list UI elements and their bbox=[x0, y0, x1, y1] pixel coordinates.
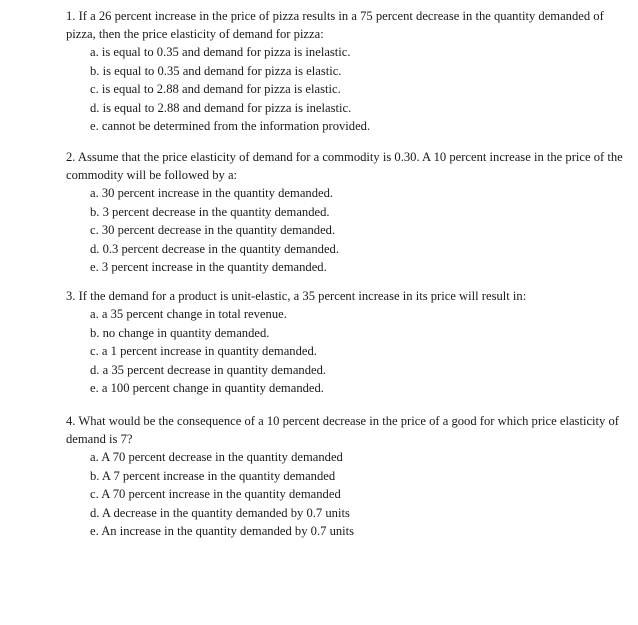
option-a: a. is equal to 0.35 and demand for pizza is inelastic. bbox=[90, 45, 351, 59]
option-d: d. A decrease in the quantity demanded by 0.7 units bbox=[90, 505, 350, 520]
answer-options bbox=[66, 305, 626, 398]
option-b: b. A 7 percent increase in the quantity demanded bbox=[90, 468, 336, 483]
question-1 bbox=[66, 7, 626, 136]
option-b: b. no change in quantity demanded. bbox=[90, 325, 270, 340]
answer-options bbox=[66, 184, 626, 277]
question-2 bbox=[66, 148, 626, 277]
option-e: e. cannot be determined from the information provided. bbox=[90, 119, 371, 134]
option-a: a. a 35 percent change in total revenue. bbox=[90, 307, 287, 321]
option-b: b. 3 percent decrease in the quantity demanded. bbox=[90, 204, 330, 219]
question-stem: 4. What would be the consequence of a 10 percent decrease in the price of a good for which price elasticity of demand is 7? bbox=[66, 414, 619, 446]
option-c: c. a 1 percent increase in quantity demanded. bbox=[90, 344, 317, 359]
question-4 bbox=[66, 412, 626, 541]
question-stem: 1. If a 26 percent increase in the price of pizza results in a 75 percent decrease in the quantity demanded of pizza, then the price elasticity of demand for pizza: bbox=[66, 9, 604, 41]
option-e: e. An increase in the quantity demanded by 0.7 units bbox=[90, 524, 355, 539]
option-c: c. is equal to 2.88 and demand for pizza is elastic. bbox=[90, 82, 341, 97]
option-e: e. a 100 percent change in quantity demanded. bbox=[90, 381, 324, 396]
option-d: d. a 35 percent decrease in quantity demanded. bbox=[90, 362, 327, 377]
option-a: a. A 70 percent decrease in the quantity demanded bbox=[90, 450, 343, 464]
question-3 bbox=[66, 287, 626, 398]
option-d: d. is equal to 2.88 and demand for pizza is inelastic. bbox=[90, 100, 352, 115]
question-stem: 3. If the demand for a product is unit-elastic, a 35 percent increase in its price will result in: bbox=[66, 289, 527, 303]
option-e: e. 3 percent increase in the quantity demanded. bbox=[90, 260, 327, 275]
option-c: c. A 70 percent increase in the quantity demanded bbox=[90, 487, 341, 502]
option-d: d. 0.3 percent decrease in the quantity demanded. bbox=[90, 241, 339, 256]
answer-options bbox=[66, 448, 626, 541]
question-stem: 2. Assume that the price elasticity of demand for a commodity is 0.30. A 10 percent increase in the price of the commodity will be followed by a: bbox=[66, 150, 623, 182]
option-c: c. 30 percent decrease in the quantity demanded. bbox=[90, 223, 336, 238]
answer-options bbox=[66, 43, 626, 136]
option-a: a. 30 percent increase in the quantity demanded. bbox=[90, 186, 334, 200]
option-b: b. is equal to 0.35 and demand for pizza is elastic. bbox=[90, 63, 342, 78]
